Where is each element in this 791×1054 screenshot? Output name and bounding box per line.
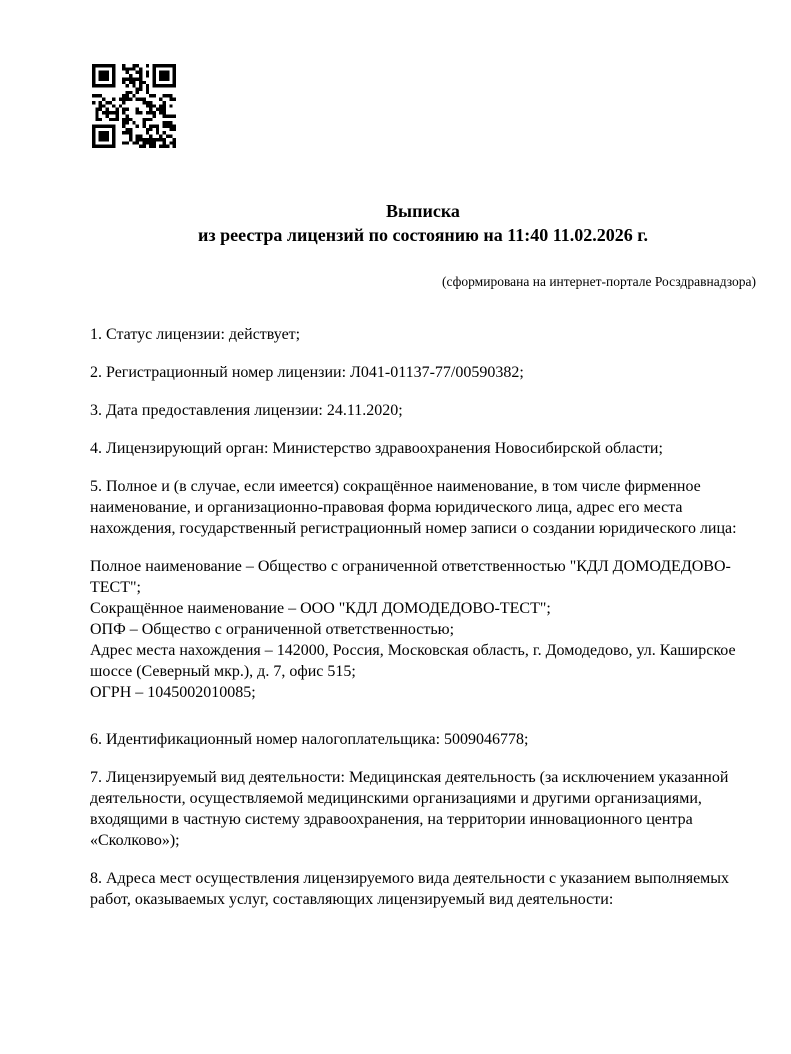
document-title	[90, 199, 756, 247]
paragraph-activity-addresses: 8. Адреса мест осуществления лицензируемого вида деятельности с указанием выполняемых работ, оказываемых услуг, составляющих лицензируемый вид деятельности:	[90, 870, 730, 908]
detail-full-name: Полное наименование – Общество с ограниченной ответственностью "КДЛ ДОМОДЕДОВО-ТЕСТ";	[90, 558, 731, 596]
company-details-block	[90, 556, 756, 703]
detail-ogrn: ОГРН – 1045002010085;	[90, 684, 256, 701]
paragraph-license-status: 1. Статус лицензии: действует;	[90, 326, 301, 343]
title-line-2: из реестра лицензий по состоянию на 11:40 11.02.2026 г.	[198, 225, 648, 245]
title-line-1: Выписка	[386, 201, 460, 221]
document-body	[90, 324, 756, 927]
paragraph-licensed-activity: 7. Лицензируемый вид деятельности: Медицинская деятельность (за исключением указанной деятельности, осуществляемой медицинскими организациями и другими организациями, входящими в частную систему здравоохранения, на территории инновационного центра «Сколково»);	[90, 769, 729, 849]
paragraph-licensing-authority: 4. Лицензирующий орган: Министерство здравоохранения Новосибирской области;	[90, 440, 663, 457]
paragraph-company-info-intro: 5. Полное и (в случае, если имеется) сокращённое наименование, в том числе фирменное наименование, и организационно-правовая форма юридического лица, адрес его места нахождения, государственный регистрационный номер записи о создании юридического лица:	[90, 478, 737, 537]
detail-legal-form: ОПФ – Общество с ограниченной ответственностью;	[90, 621, 455, 638]
detail-short-name: Сокращённое наименование – ООО "КДЛ ДОМОДЕДОВО-ТЕСТ";	[90, 600, 551, 617]
paragraph-registration-number: 2. Регистрационный номер лицензии: Л041-01137-77/00590382;	[90, 364, 524, 381]
detail-address: Адрес места нахождения – 142000, Россия, Московская область, г. Домодедово, ул. Каширское шоссе (Северный мкр.), д. 7, офис 515;	[90, 642, 736, 680]
paragraph-grant-date: 3. Дата предоставления лицензии: 24.11.2020;	[90, 402, 403, 419]
qr-code-icon	[92, 64, 176, 148]
document-subtitle: (сформирована на интернет-портале Росздравнадзора)	[441, 274, 756, 289]
paragraph-inn: 6. Идентификационный номер налогоплательщика: 5009046778;	[90, 731, 529, 748]
